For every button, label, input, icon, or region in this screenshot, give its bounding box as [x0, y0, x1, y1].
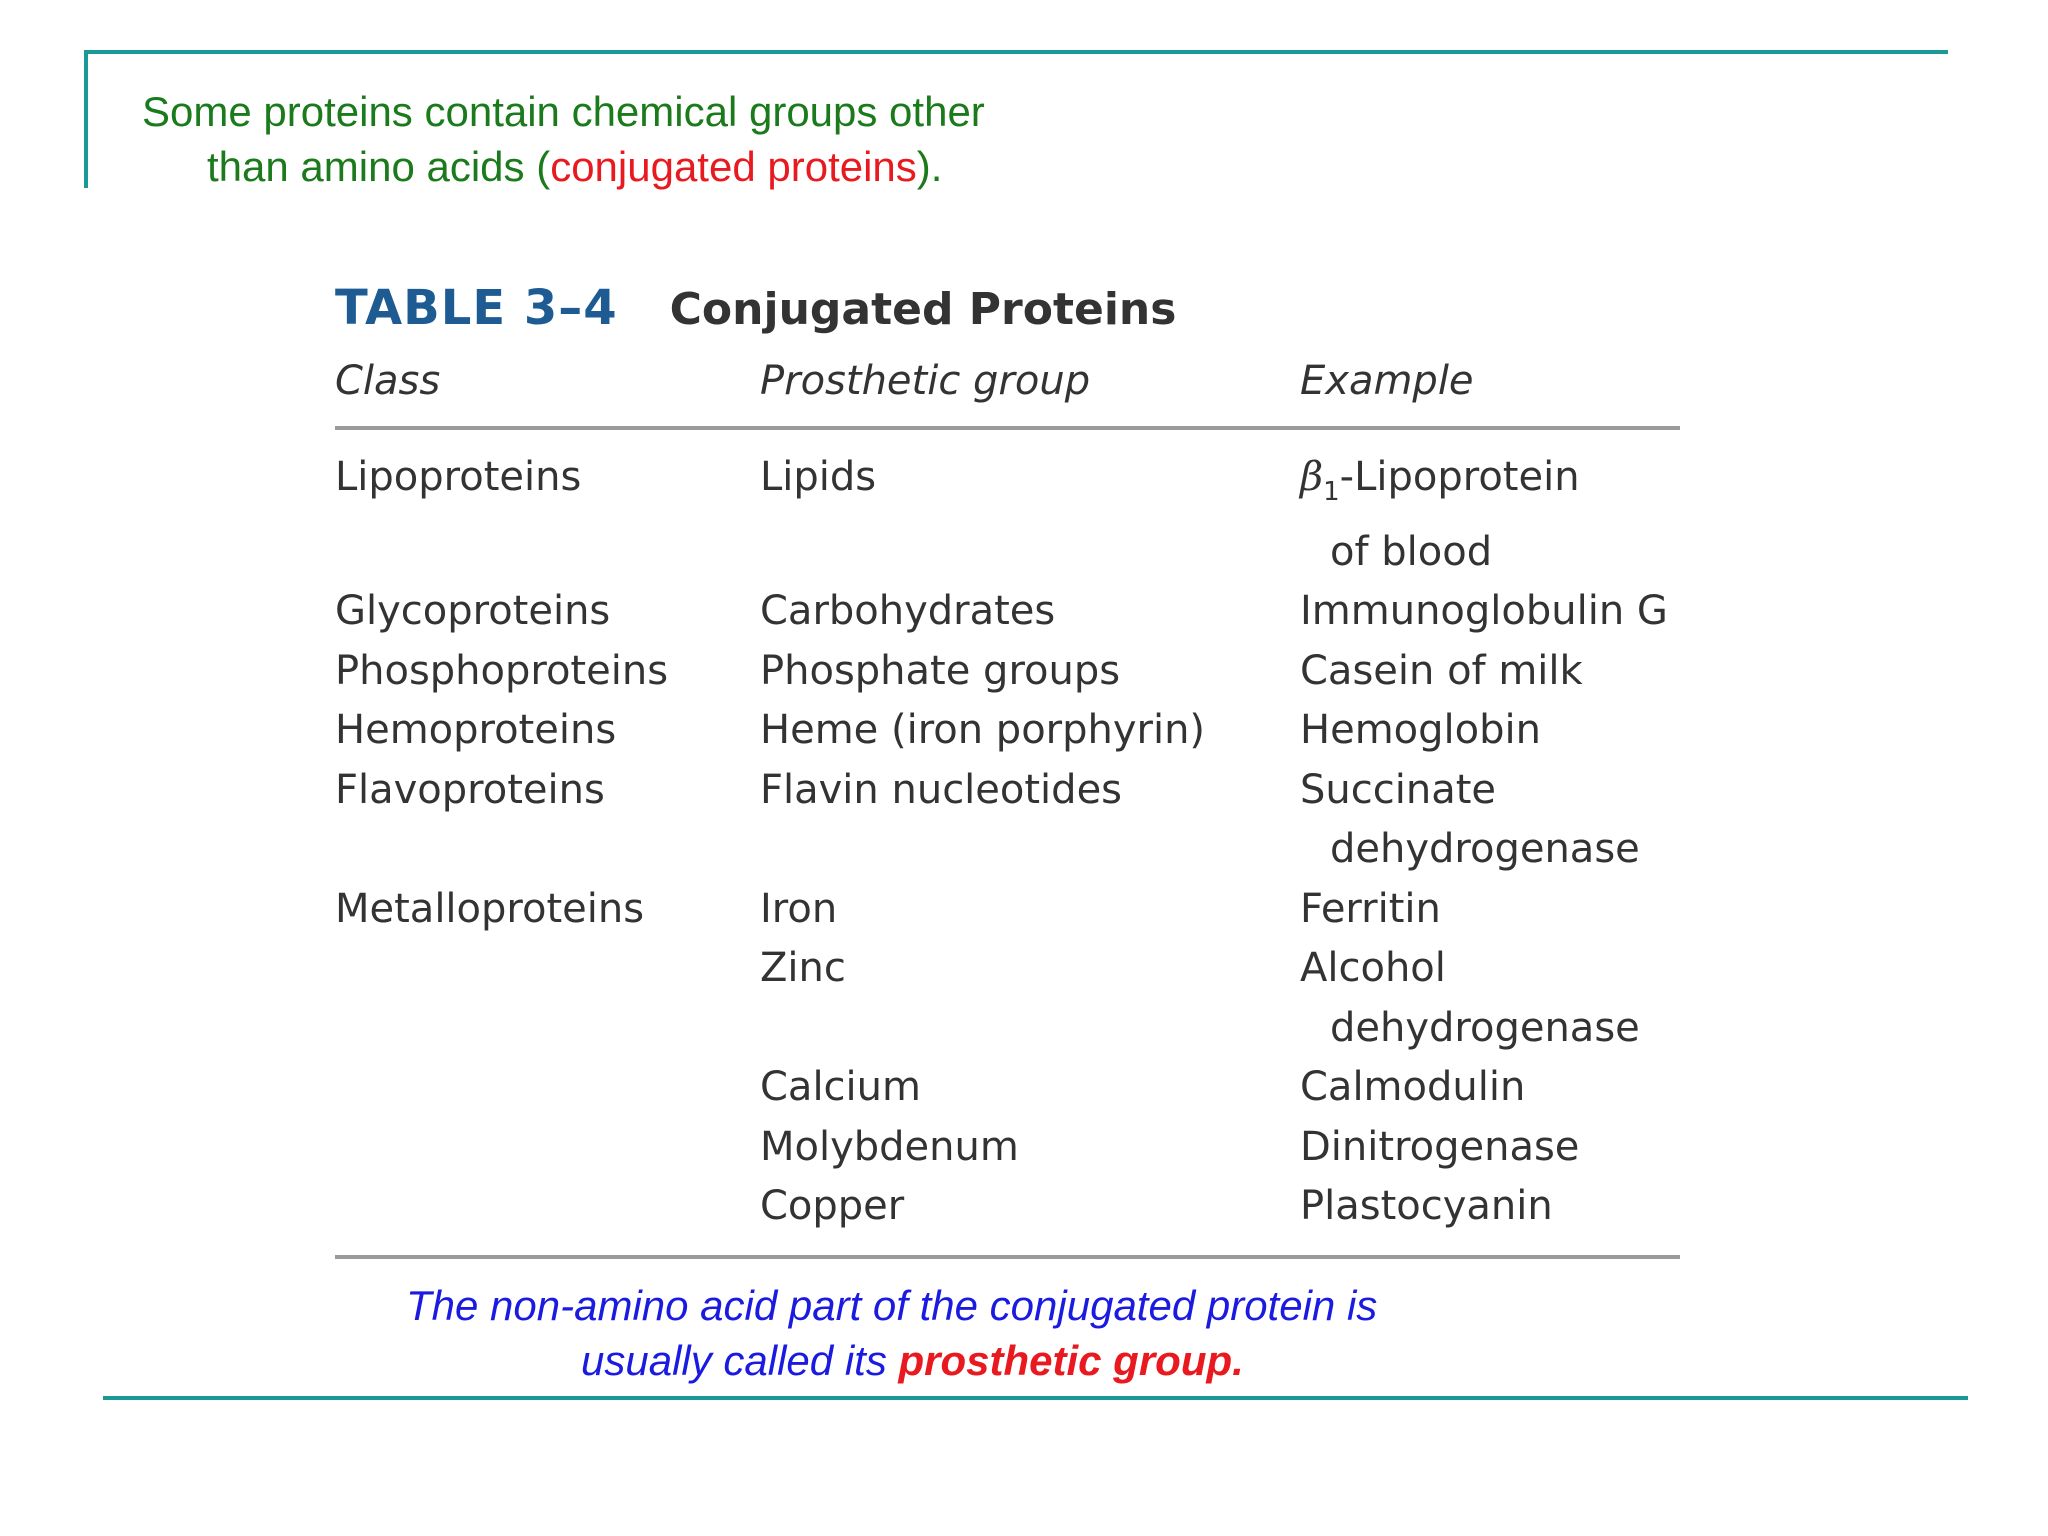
cell-prosthetic-group: Heme (iron porphyrin)	[760, 707, 1206, 753]
table-row	[335, 642, 1680, 702]
cell-prosthetic-group: Molybdenum	[760, 1123, 1019, 1170]
cell-class: Lipoproteins	[335, 454, 582, 500]
cell-prosthetic-group: Zinc	[760, 945, 846, 991]
beta-subscript: 1	[1323, 477, 1340, 507]
column-header-prosthetic-group: Prosthetic group	[760, 358, 1091, 404]
example-text: Succinate	[1300, 766, 1496, 813]
cell-prosthetic-group: Carbohydrates	[760, 588, 1056, 634]
cell-class	[335, 939, 760, 1058]
heading-line-2	[142, 139, 1342, 194]
example-text: -Lipoprotein	[1339, 454, 1580, 500]
footnote	[300, 1278, 1700, 1388]
table-row	[335, 448, 1680, 582]
frame-bottom-rule	[103, 1396, 1968, 1400]
table-row	[335, 880, 1680, 940]
cell-prosthetic-group: Copper	[760, 1183, 905, 1229]
table-row	[335, 1118, 1680, 1178]
cell-example: Hemoglobin	[1300, 707, 1541, 753]
footnote-line-2	[300, 1333, 1700, 1388]
cell-class	[335, 1118, 760, 1178]
cell-class: Glycoproteins	[335, 588, 611, 634]
cell-prosthetic-group: Phosphate groups	[760, 647, 1121, 694]
cell-example	[1300, 761, 1680, 880]
cell-class: Flavoproteins	[335, 766, 605, 813]
footnote-highlight: prosthetic group.	[898, 1337, 1244, 1384]
cell-example: Dinitrogenase	[1300, 1123, 1580, 1170]
table-row	[335, 701, 1680, 761]
cell-class: Metalloproteins	[335, 885, 645, 932]
frame-top-rule	[84, 50, 1948, 54]
example-continuation: dehydrogenase	[1330, 826, 1640, 872]
heading-line-2-end: ).	[916, 143, 943, 190]
table-row	[335, 761, 1680, 880]
example-continuation: dehydrogenase	[1330, 1004, 1640, 1051]
table-row	[335, 582, 1680, 642]
table-row	[335, 939, 1680, 1058]
cell-example: Plastocyanin	[1300, 1183, 1553, 1229]
table-row	[335, 1058, 1680, 1118]
cell-example: Calmodulin	[1300, 1064, 1526, 1110]
heading-line-2-start: than amino acids (	[207, 143, 551, 190]
cell-class	[335, 1177, 760, 1237]
table-number: TABLE 3–4	[335, 280, 618, 336]
cell-example	[1300, 939, 1680, 1058]
heading-line-1: Some proteins contain chemical groups other	[142, 88, 985, 135]
example-continuation: of blood	[1330, 528, 1493, 575]
beta-symbol: β	[1300, 454, 1324, 500]
cell-example: Immunoglobulin G	[1300, 588, 1668, 634]
conjugated-proteins-table	[335, 280, 1680, 1259]
table-bottom-rule	[335, 1255, 1680, 1259]
cell-prosthetic-group: Lipids	[760, 454, 877, 500]
cell-class: Hemoproteins	[335, 707, 617, 753]
table-row	[335, 1177, 1680, 1237]
cell-example	[1300, 448, 1680, 582]
footnote-line-1: The non-amino acid part of the conjugated protein is	[406, 1282, 1378, 1329]
heading-highlight: conjugated proteins	[550, 143, 917, 190]
slide-heading	[142, 84, 1342, 194]
table-title-bar	[335, 280, 1680, 352]
column-header-example: Example	[1300, 358, 1474, 404]
cell-example: Ferritin	[1300, 885, 1441, 932]
table-column-headers	[335, 352, 1680, 410]
cell-class	[335, 1058, 760, 1118]
cell-prosthetic-group: Flavin nucleotides	[760, 766, 1123, 813]
column-header-class: Class	[335, 358, 441, 404]
cell-class: Phosphoproteins	[335, 647, 669, 694]
cell-prosthetic-group: Iron	[760, 885, 838, 932]
example-text: Alcohol	[1300, 945, 1446, 991]
frame-left-rule	[84, 50, 88, 188]
cell-example: Casein of milk	[1300, 647, 1583, 694]
table-body	[335, 430, 1680, 1255]
footnote-line-2-start: usually called its	[581, 1337, 899, 1384]
table-title: Conjugated Proteins	[669, 284, 1177, 335]
cell-prosthetic-group: Calcium	[760, 1064, 921, 1110]
